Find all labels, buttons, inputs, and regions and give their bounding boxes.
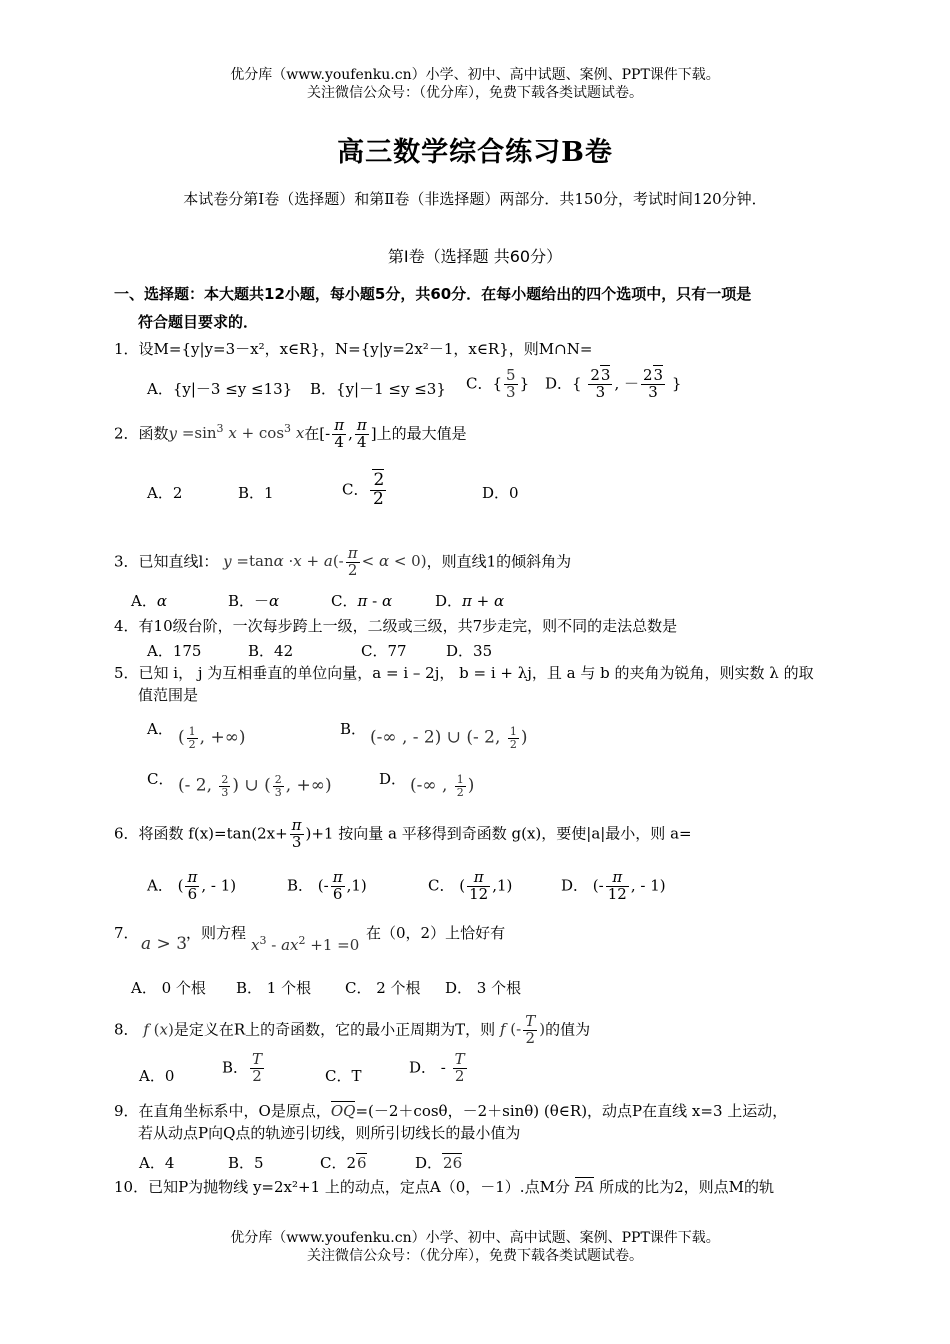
q2-option-d: D．0 bbox=[482, 484, 519, 502]
q5-line-1: 5．已知 i， j 为互相垂直的单位向量，a = i – 2j， b = i + λj，且 a 与 b 的夹角为锐角，则实数 λ 的取 bbox=[114, 664, 814, 682]
q4-option-a: A．175 bbox=[147, 642, 202, 660]
q7-option-a: A． 0 个根 bbox=[131, 979, 206, 997]
question-1: 1．设M={y|y=3－x²，x∈R}，N={y|y=2x²－1，x∈R}，则M∩N= bbox=[114, 340, 593, 358]
q3-option-a: A．α bbox=[131, 592, 167, 610]
question-9 bbox=[114, 1100, 844, 1144]
q8-option-d: D． - $\frac{T}{2}$ bbox=[409, 1050, 465, 1085]
q9-line-1: 9．在直角坐标系中，O是原点，OQ=(－2＋cosθ，－2＋sinθ) (θ∈R)，动点P在直线 x=3 上运动， bbox=[114, 1102, 788, 1120]
q6-option-c: C． ( $\frac{\pi}{12}$ ,1) bbox=[428, 868, 513, 903]
q9-option-c: C．26 bbox=[320, 1154, 367, 1172]
q5-option-d: D． bbox=[379, 770, 407, 788]
question-8: 8． f (x)是定义在R上的奇函数，它的最小正周期为T，则 f (- $\frac{T}{2}$ )的值为 bbox=[114, 1012, 591, 1047]
q8-option-b: B． $\frac{T}{2}$ bbox=[222, 1050, 263, 1085]
q5-option-a: A． bbox=[147, 720, 173, 738]
q5-d-expr: (-∞ , $\frac{1}{2}$ ) bbox=[410, 773, 475, 799]
part-line-1: 一、选择题：本大题共12小题，每小题5分，共60分．在每小题给出的四个选项中，只有一项是 bbox=[114, 285, 752, 303]
q9-line-2: 若从动点P向Q点的轨迹引切线，则所引切线长的最小值为 bbox=[138, 1124, 521, 1142]
q4-option-d: D．35 bbox=[446, 642, 493, 660]
q9-option-d: D．26 bbox=[415, 1154, 463, 1172]
q1-option-b: B．{y|－1 ≤y ≤3} bbox=[310, 380, 446, 398]
question-6: 6．将函数 f(x)=tan(2x+ $\frac{\pi}{3}$ )+1 按向量 a 平移得到奇函数 g(x)，要使|a|最小，则 a= bbox=[114, 816, 692, 851]
q8-option-a: A．0 bbox=[139, 1067, 175, 1085]
question-7-label: 7． bbox=[114, 924, 139, 942]
q4-option-c: C．77 bbox=[361, 642, 407, 660]
question-5 bbox=[114, 662, 844, 706]
q2-option-a: A．2 bbox=[147, 484, 183, 502]
q5-option-b: B． bbox=[340, 720, 367, 738]
page-footer bbox=[0, 1229, 950, 1265]
q1-option-c: C．{ $\frac{5}{3}$ } bbox=[466, 366, 530, 401]
q6-option-b: B． (- $\frac{\pi}{6}$ ,1) bbox=[287, 868, 367, 903]
exam-intro: 本试卷分第Ⅰ卷（选择题）和第Ⅱ卷（非选择题）两部分．共150分，考试时间120分钟． bbox=[183, 190, 767, 208]
part-line-2: 符合题目要求的． bbox=[138, 313, 259, 331]
q2-option-b: B．1 bbox=[238, 484, 274, 502]
q7-option-c: C． 2 个根 bbox=[345, 979, 421, 997]
q6-option-a: A． ( $\frac{\pi}{6}$ , - 1) bbox=[147, 868, 237, 903]
page-title: 高三数学综合练习B卷 bbox=[337, 137, 613, 168]
q5-b-expr: (-∞ , - 2) ∪ (- 2, $\frac{1}{2}$ ) bbox=[370, 725, 528, 751]
q5-c-expr: (- 2, $\frac{2}{3}$ ) ∪ ( $\frac{2}{3}$ , +∞) bbox=[178, 773, 332, 799]
q3-option-c: C．π - α bbox=[331, 592, 393, 610]
q4-option-b: B．42 bbox=[248, 642, 294, 660]
q3-option-d: D．π + α bbox=[435, 592, 505, 610]
q5-option-c: C． bbox=[147, 770, 174, 788]
q1-option-a: A．{y|－3 ≤y ≤13} bbox=[147, 380, 293, 398]
question-3: 3．已知直线l： y =tanα ·x + a(- $\frac{\pi}{2}$ < α < 0)，则直线1的倾斜角为 bbox=[114, 544, 572, 579]
q7-condition: a > 3 bbox=[141, 934, 188, 954]
q9-option-a: A．4 bbox=[139, 1154, 175, 1172]
part-instructions bbox=[114, 280, 844, 336]
footer-line-2: 关注微信公众号：（优分库），免费下载各类试题试卷。 bbox=[307, 1248, 643, 1264]
q6-option-d: D． (- $\frac{\pi}{12}$ , - 1) bbox=[561, 868, 666, 903]
q5-line-2: 值范围是 bbox=[138, 686, 199, 704]
question-10: 10．已知P为抛物线 y=2x²+1 上的动点，定点A（0，－1）.点M分 PA 所成的比为2，则点M的轨 bbox=[114, 1178, 774, 1196]
question-2: 2．函数$y =\sin^3$ $x + \cos^3 x$在[- $\frac{\pi}{4}$ , $\frac{\pi}{4}$ ]上的最大值是 bbox=[114, 416, 467, 451]
q7-option-b: B． 1 个根 bbox=[236, 979, 312, 997]
header-line-2: 关注微信公众号：（优分库），免费下载各类试题试卷。 bbox=[307, 85, 643, 101]
header-line-1: 优分库（www.youfenku.cn）小学、初中、高中试题、案例、PPT课件下载。 bbox=[230, 67, 720, 83]
q2-option-c: C． $\frac{2}{2}$ bbox=[342, 470, 385, 509]
page-header bbox=[0, 66, 950, 102]
q7-equation: $x^3 - ax^2 +1 =0$ bbox=[251, 934, 360, 954]
q8-option-c: C．T bbox=[325, 1067, 362, 1085]
section-heading: 第Ⅰ卷（选择题 共60分） bbox=[387, 247, 563, 266]
question-4: 4．有10级台阶，一次每步跨上一级，二级或三级，共7步走完，则不同的走法总数是 bbox=[114, 617, 678, 635]
q9-option-b: B．5 bbox=[228, 1154, 264, 1172]
q7-mid: ，则方程 bbox=[186, 924, 247, 942]
q3-option-b: B．－α bbox=[228, 592, 280, 610]
q5-a-expr: ( $\frac{1}{2}$ , +∞) bbox=[178, 725, 246, 751]
q7-suffix: 在（0，2）上恰好有 bbox=[366, 924, 506, 942]
footer-line-1: 优分库（www.youfenku.cn）小学、初中、高中试题、案例、PPT课件下载。 bbox=[230, 1230, 720, 1246]
q7-option-d: D． 3 个根 bbox=[445, 979, 522, 997]
q1-option-d: D．{ $\frac{23}{3}$ , － $\frac{23}{3}$ } bbox=[545, 366, 682, 401]
